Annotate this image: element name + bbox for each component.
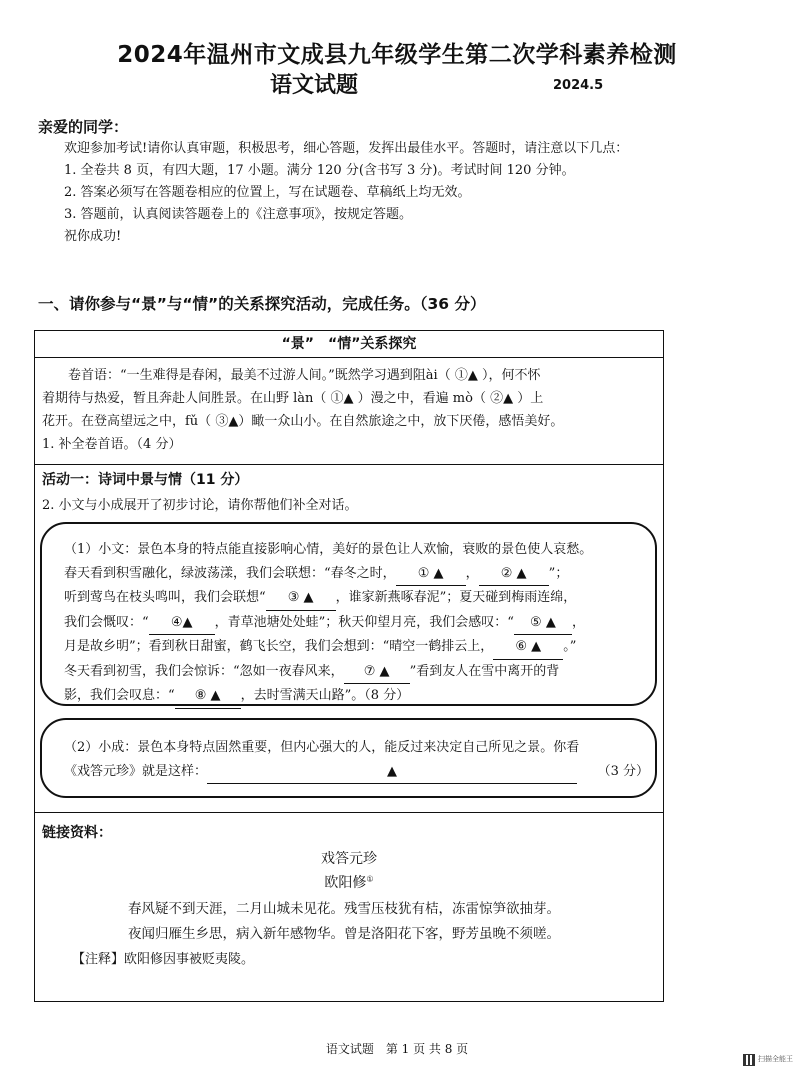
xiaocheng-line-2	[64, 760, 649, 785]
divider	[34, 812, 664, 813]
answer-blank-4[interactable]: ④▲	[149, 611, 215, 636]
text: ”；	[548, 565, 569, 581]
scanner-watermark: 扫描全能王	[758, 1055, 793, 1063]
text: 冬天看到初雪，我们会惊诉：“忽如一夜春风来，	[64, 663, 344, 679]
answer-blank-7[interactable]: ⑦ ▲	[344, 660, 410, 685]
xiaowen-line-7	[64, 684, 649, 709]
rule-1: 1. 全卷共 8 页，有四大题，17 小题。满分 120 分(含书写 3 分)。考试时间 120 分钟。	[64, 163, 575, 178]
answer-blank-8[interactable]: ⑧ ▲	[175, 684, 241, 709]
poem-body	[128, 897, 560, 947]
activity-1-heading: 活动一：诗词中景与情（11 分）	[42, 472, 249, 488]
exam-date: 2024.5	[553, 78, 604, 93]
reference-heading: 链接资料：	[42, 825, 112, 841]
rule-3: 3. 答题前，认真阅读答题卷上的《注意事项》，按规定答题。	[64, 207, 413, 222]
text: ，青草池塘处处蛙”；秋天仰望月亮，我们会感叹：“	[214, 614, 514, 630]
answer-blank-1[interactable]: ① ▲	[396, 562, 466, 587]
xiaowen-line-3	[64, 586, 649, 611]
answer-blank-6[interactable]: ⑥ ▲	[493, 635, 563, 660]
text: 听到莺鸟在枝头鸣叫，我们会联想“	[64, 590, 266, 605]
qr-code-icon	[743, 1054, 755, 1066]
task-box-title: “景” “情”关系探究	[34, 330, 664, 358]
divider	[34, 464, 664, 465]
question-1: 1. 补全卷首语。（4 分）	[42, 437, 182, 452]
preface-line-3: 花开。在登高望远之中，fǔ（ ③▲）瞰一众山小。在自然旅途之中，放下厌倦，感悟美好。	[42, 414, 564, 429]
poem-title: 戏答元珍	[321, 851, 377, 867]
page-subtitle: 语文试题	[270, 73, 359, 98]
answer-blank-3[interactable]: ③ ▲	[266, 586, 336, 611]
xiaowen-line-2	[64, 562, 649, 587]
instructions	[38, 138, 636, 248]
preface	[42, 364, 654, 456]
poem-line-1: 春风疑不到天涯，二月山城未见花。残雪压枝犹有桔，冻雷惊笋欲抽芽。	[128, 901, 560, 917]
text: 我们会慨叹：“	[64, 614, 149, 630]
answer-blank-5[interactable]: ⑤ ▲	[514, 611, 572, 636]
page-footer: 语文试题 第 1 页 共 8 页	[325, 1042, 469, 1056]
text: ，去时雪满天山路”。（8 分）	[240, 688, 410, 703]
text: ”看到友人在雪中离开的背	[409, 663, 560, 679]
instructions-paragraph: 欢迎参加考试!请你认真审题，积极思考，细心答题，发挥出最佳水平。答题时，请注意以下几点：	[64, 141, 629, 156]
preface-line-1: 卷首语：“一生难得是春闲，最美不过游人间。”既然学习遇到阻ài（ ①▲ ），何不怀	[68, 368, 541, 383]
section-heading: 一、请你参与“景”与“情”的关系探究活动，完成任务。（36 分）	[38, 295, 486, 313]
text: 。”	[563, 639, 577, 654]
text: ，	[571, 614, 585, 630]
xiaowen-line-6	[64, 660, 649, 685]
poem-author	[0, 872, 698, 892]
text: 月是故乡明”；看到秋日甜蜜，鹤飞长空，我们会想到：“晴空一鹤排云上，	[64, 639, 494, 654]
text: ，	[465, 565, 479, 581]
annotation: 【注释】欧阳修因事被贬夷陵。	[72, 952, 255, 967]
xiaowen-line-4	[64, 611, 649, 636]
xiaowen-text	[64, 538, 649, 709]
page-title: 2024年温州市文成县九年级学生第二次学科素养检测	[117, 42, 677, 68]
greeting: 亲爱的同学：	[38, 118, 129, 136]
xiaowen-line-1: （1）小文：景色本身的特点能直接影响心情，美好的景色让人欢愉，衰败的景色使人哀愁。	[64, 542, 593, 557]
author-name: 欧阳修	[324, 875, 367, 891]
text: ，谁家新燕啄春泥”；夏天碰到梅雨连绵，	[335, 590, 577, 605]
xiaocheng-text	[64, 736, 649, 784]
answer-blank-9[interactable]: ▲	[207, 760, 577, 785]
xiaocheng-line-1: （2）小成：景色本身特点固然重要，但内心强大的人，能反过来决定自己所见之景。你看	[64, 740, 580, 755]
question-2: 2. 小文与小成展开了初步讨论，请你帮他们补全对话。	[42, 498, 358, 513]
text: 春天看到积雪融化，绿波荡漾，我们会联想：“春冬之时，	[64, 565, 396, 581]
poem-line-2: 夜闻归雁生乡思，病入新年感物华。曾是洛阳花下客，野芳虽晚不须嗟。	[128, 926, 560, 942]
footnote-mark: ①	[366, 874, 374, 884]
answer-blank-2[interactable]: ② ▲	[479, 562, 549, 587]
text: 《戏答元珍》就是这样：	[64, 763, 208, 779]
good-luck: 祝你成功!	[64, 229, 122, 244]
rule-2: 2. 答案必须写在答题卷相应的位置上，写在试题卷、草稿纸上均无效。	[64, 185, 471, 200]
preface-line-2: 着期待与热爱，暂且奔赴人间胜景。在山野 làn（ ①▲ ）漫之中，看遍 mò（ ②▲ ）上	[42, 391, 544, 406]
score: （3 分）	[597, 763, 649, 779]
text: 影，我们会叹息：“	[64, 688, 175, 703]
xiaowen-line-5	[64, 635, 649, 660]
